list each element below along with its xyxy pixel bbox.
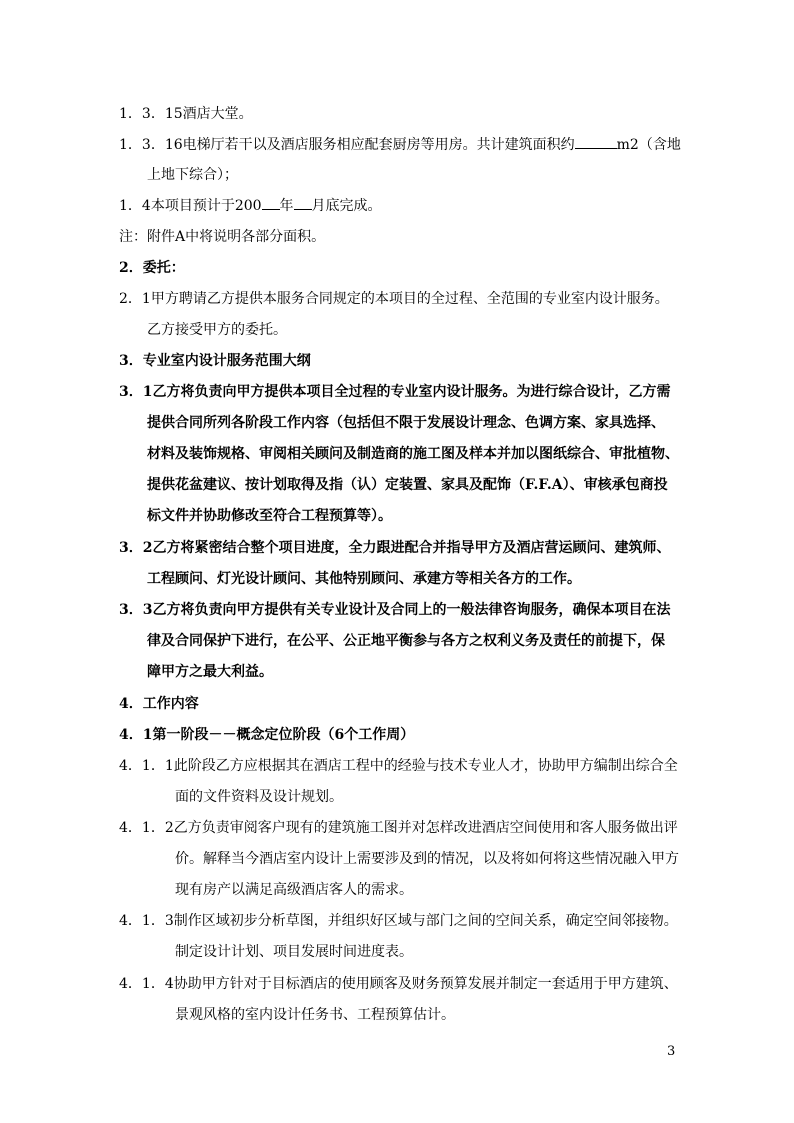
line-4-1-3-cont: 制定设计计划、项目发展时间进度表。 (175, 944, 413, 960)
para-3-2-line-1: 3．2乙方将紧密结合整个项目进度，全力跟进配合并指导甲方及酒店营运顾问、建筑师、 (119, 540, 671, 556)
line-1-3-15: 1．3．15酒店大堂。 (119, 106, 253, 122)
line-4-1-3: 4．1．3制作区域初步分析草图，并组织好区域与部门之间的空间关系，确定空间邻接物。 (119, 913, 678, 929)
heading-2: 2．委托： (119, 260, 185, 276)
line-4-1-2-cont-1: 价。解释当今酒店室内设计上需要涉及到的情况，以及将如何将这些情况融入甲方 (175, 851, 679, 867)
para-3-3-line-1: 3．3乙方将负责向甲方提供有关专业设计及合同上的一般法律咨询服务，确保本项目在法 (119, 602, 671, 618)
line-4-1-1-cont: 面的文件资料及设计规划。 (175, 789, 343, 805)
line-4-1-4-cont: 景观风格的室内设计任务书、工程预算估计。 (175, 1007, 455, 1023)
heading-4: 4．工作内容 (119, 696, 199, 712)
line-4-1-2-cont-2: 现有房产以满足高级酒店客人的需求。 (175, 882, 413, 898)
page-number: 3 (667, 1044, 676, 1059)
line-2-1-cont: 乙方接受甲方的委托。 (147, 322, 287, 338)
line-1-3-16-text: 1．3．16电梯厅若干以及酒店服务相应配套厨房等用房。共计建筑面积约 (119, 137, 575, 153)
line-1-4 (119, 197, 382, 215)
line-1-4-end: 月底完成。 (311, 198, 382, 214)
line-1-3-16 (119, 136, 681, 154)
para-3-1-line-5: 标文件并协助修改至符合工程预算等）。 (147, 508, 392, 524)
note-line: 注：附件A中将说明各部分面积。 (119, 229, 326, 245)
area-blank (575, 136, 617, 149)
para-3-3-line-3: 障甲方之最大利益。 (147, 664, 273, 680)
para-3-1-line-1: 3．1乙方将负责向甲方提供本项目全过程的专业室内设计服务。为进行综合设计，乙方需 (119, 384, 671, 400)
para-3-2-line-2: 工程顾问、灯光设计顾问、其他特别顾问、承建方等相关各方的工作。 (147, 571, 581, 587)
para-3-1-line-3: 材料及装饰规格、审阅相关顾问及制造商的施工图及样本并加以图纸综合、审批植物、 (147, 446, 679, 462)
line-4-1-2: 4．1．2乙方负责审阅客户现有的建筑施工图并对怎样改进酒店空间使用和客人服务做出评 (119, 820, 678, 836)
line-2-1: 2．1甲方聘请乙方提供本服务合同规定的本项目的全过程、全范围的专业室内设计服务。 (119, 291, 669, 307)
line-1-4-year: 年 (279, 198, 294, 214)
heading-4-1: 4．1第一阶段－－概念定位阶段（6个工作周） (119, 727, 415, 743)
para-3-3-line-2: 律及合同保护下进行，在公平、公正地平衡参与各方之权利义务及责任的前提下，保 (147, 633, 665, 649)
month-blank (294, 197, 312, 210)
line-1-4-text: 1．4本项目预计于200 (119, 198, 262, 214)
line-1-3-16-cont: 上地下综合）； (147, 167, 238, 183)
heading-3: 3．专业室内设计服务范围大纲 (119, 353, 311, 369)
year-blank (262, 197, 280, 210)
line-1-3-16-unit: m2（含地 (616, 137, 681, 153)
line-4-1-1: 4．1．1此阶段乙方应根据其在酒店工程中的经验与技术专业人才，协助甲方编制出综合全 (119, 758, 678, 774)
para-3-1-line-2: 提供合同所列各阶段工作内容（包括但不限于发展设计理念、色调方案、家具选择、 (147, 415, 665, 431)
line-4-1-4: 4．1．4协助甲方针对于目标酒店的使用顾客及财务预算发展并制定一套适用于甲方建筑、 (119, 976, 678, 992)
para-3-1-line-4: 提供花盆建议、按计划取得及指（认）定装置、家具及配饰（F.F.A）、审核承包商投 (147, 477, 668, 493)
